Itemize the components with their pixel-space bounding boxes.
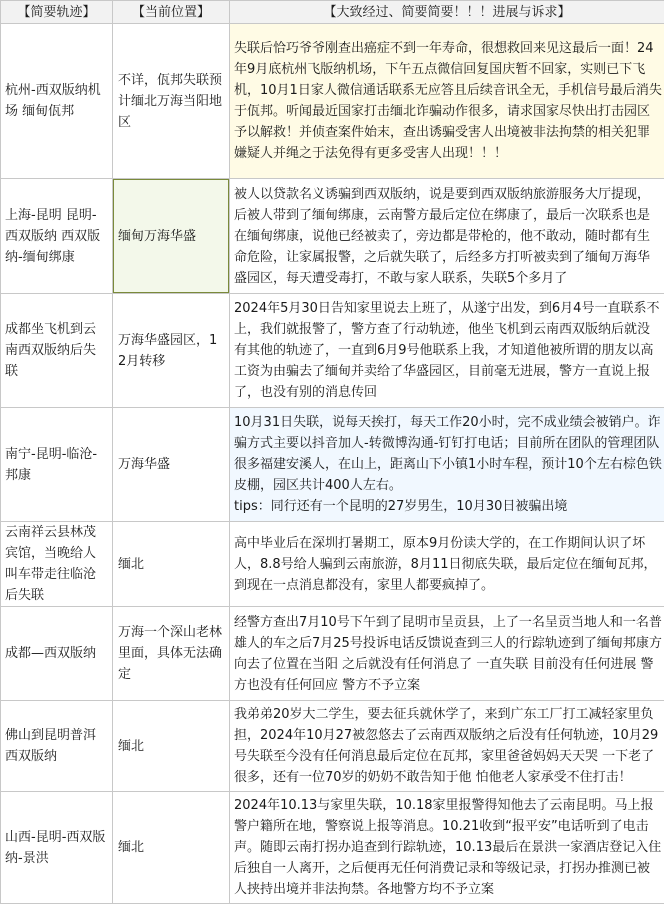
story-cell: 失联后恰巧爷爷刚查出癌症不到一年寿命，很想救回来见这最后一面！24年9月底杭州飞版纳机场，下午五点微信回复国庆暂不回家，实则已下飞机，10月1日家人微信通话联系无应答且后续音讯全无，手机信号最后消失于佤邦。听闻最近国家打击缅北诈骗动作很多，请求国家尽快出打击园区予以解救！并侦查案件始末，查出诱骗受害人出境被非法拘禁的相关犯罪嫌疑人并绳之于法免得有更多受害人出现！！！ [230, 24, 664, 179]
table-row [1, 294, 664, 408]
route-cell: 南宁-昆明-临沧-邦康 [1, 408, 113, 522]
story-cell: 我弟弟20岁大二学生，要去征兵就休学了，来到广东工厂打工减轻家里负担，2024年10月27被忽悠去了云南西双版纳之后没有任何轨迹，10月29号失联至今没有任何消息最后定位在瓦邦，家里爸爸妈妈天天哭 一下老了很多，还有一位70岁的奶奶不敢告知于他 怕他老人家承受不住打击！ [230, 701, 664, 792]
header-row [1, 1, 664, 24]
story-tips: tips：同行还有一个昆明的27岁男生，10月30日被骗出境 [234, 496, 662, 517]
story-text: 10月31日失联，说每天挨打，每天工作20小时，完不成业绩会被销户。诈骗方式主要以抖音加人-转微博沟通-钉钉打电话；目前所在团队的管理团队很多福建安溪人，在山上，距离山下小镇1小时车程，预计10个左右棕色铁皮棚，园区共计400人左右。 [234, 415, 662, 493]
story-cell: 2024年10.13与家里失联，10.18家里报警得知他去了云南昆明。马上报警户籍所在地，警察说上报等消息。10.21收到“报平安”电话听到了电击声。随即云南打拐办追查到行踪轨迹，10.13最后在景洪一家酒店登记入住后独自一人离开，之后便再无任何消费记录和等级记录，打拐办推测已被人挟持出境并非法拘禁。各地警方均不予立案 [230, 792, 664, 904]
location-cell: 万海华盛 [113, 408, 230, 522]
story-cell: 被人以贷款名义诱骗到西双版纳，说是要到西双版纳旅游服务大厅提现，后被人带到了缅甸绑康，云南警方最后定位在绑康了，最后一次联系也是在缅甸绑康，说他已经被卖了，旁边都是带枪的，他不敢动，随时都有生命危险，让家属报警，之后就失联了，后经多方打听被卖到了缅甸万海华盛园区，每天遭受毒打，不敢与家人联系，失联5个多月了 [230, 179, 664, 294]
route-cell: 山西-昆明-西双版纳-景洪 [1, 792, 113, 904]
location-cell: 缅北 [113, 701, 230, 792]
table-row [1, 408, 664, 522]
route-cell: 杭州-西双版纳机场 缅甸佤邦 [1, 24, 113, 179]
table-row [1, 522, 664, 607]
location-cell: 缅北 [113, 792, 230, 904]
table-row [1, 179, 664, 294]
location-cell: 不详，佤邦失联预计缅北万海当阳地区 [113, 24, 230, 179]
table-row [1, 701, 664, 792]
story-cell: 经警方查出7月10号下午到了昆明市呈贡县，上了一名呈贡当地人和一名普雄人的车之后7月25号投诉电话反馈说查到三人的行踪轨迹到了缅甸邦康方向去了位置在当阳 之后就没有任何消息了 一直失联 目前没有任何进展 警方也没有任何回应 警方不予立案 [230, 607, 664, 701]
story-cell: 2024年5月30日告知家里说去上班了，从遂宁出发，到6月4号一直联系不上，我们就报警了，警方查了行动轨迹，他坐飞机到云南西双版纳后就没有其他的轨迹了，一直到6月9号他联系上我，才知道他被所谓的朋友以高工资为由骗去了缅甸并卖给了华盛园区，目前毫无进展，警方一直说上报了，也没有别的消息传回 [230, 294, 664, 408]
story-cell: 高中毕业后在深圳打暑期工，原本9月份读大学的，在工作期间认识了坏人，8.8号给人骗到云南旅游，8月11日彻底失联，最后定位在缅甸瓦邦，到现在一点消息都没有，家里人都要疯掉了。 [230, 522, 664, 607]
table-row [1, 792, 664, 904]
location-cell: 万海华盛园区，12月转移 [113, 294, 230, 408]
location-cell: 缅北 [113, 522, 230, 607]
header-route: 【简要轨迹】 [1, 1, 113, 24]
header-story: 【大致经过、简要简要！！！进展与诉求】 [230, 1, 664, 24]
location-cell: 万海一个深山老林里面，具体无法确定 [113, 607, 230, 701]
table-row [1, 24, 664, 179]
table-row [1, 607, 664, 701]
route-cell: 成都坐飞机到云南西双版纳后失联 [1, 294, 113, 408]
route-cell: 佛山到昆明普洱西双版纳 [1, 701, 113, 792]
route-cell: 成都—西双版纳 [1, 607, 113, 701]
route-cell: 云南祥云县林茂宾馆，当晚给人叫车带走往临沧后失联 [1, 522, 113, 607]
location-cell: 缅甸万海华盛 [113, 179, 230, 294]
route-cell: 上海-昆明 昆明-西双版纳 西双版纳-缅甸绑康 [1, 179, 113, 294]
story-cell [230, 408, 664, 522]
header-location: 【当前位置】 [113, 1, 230, 24]
